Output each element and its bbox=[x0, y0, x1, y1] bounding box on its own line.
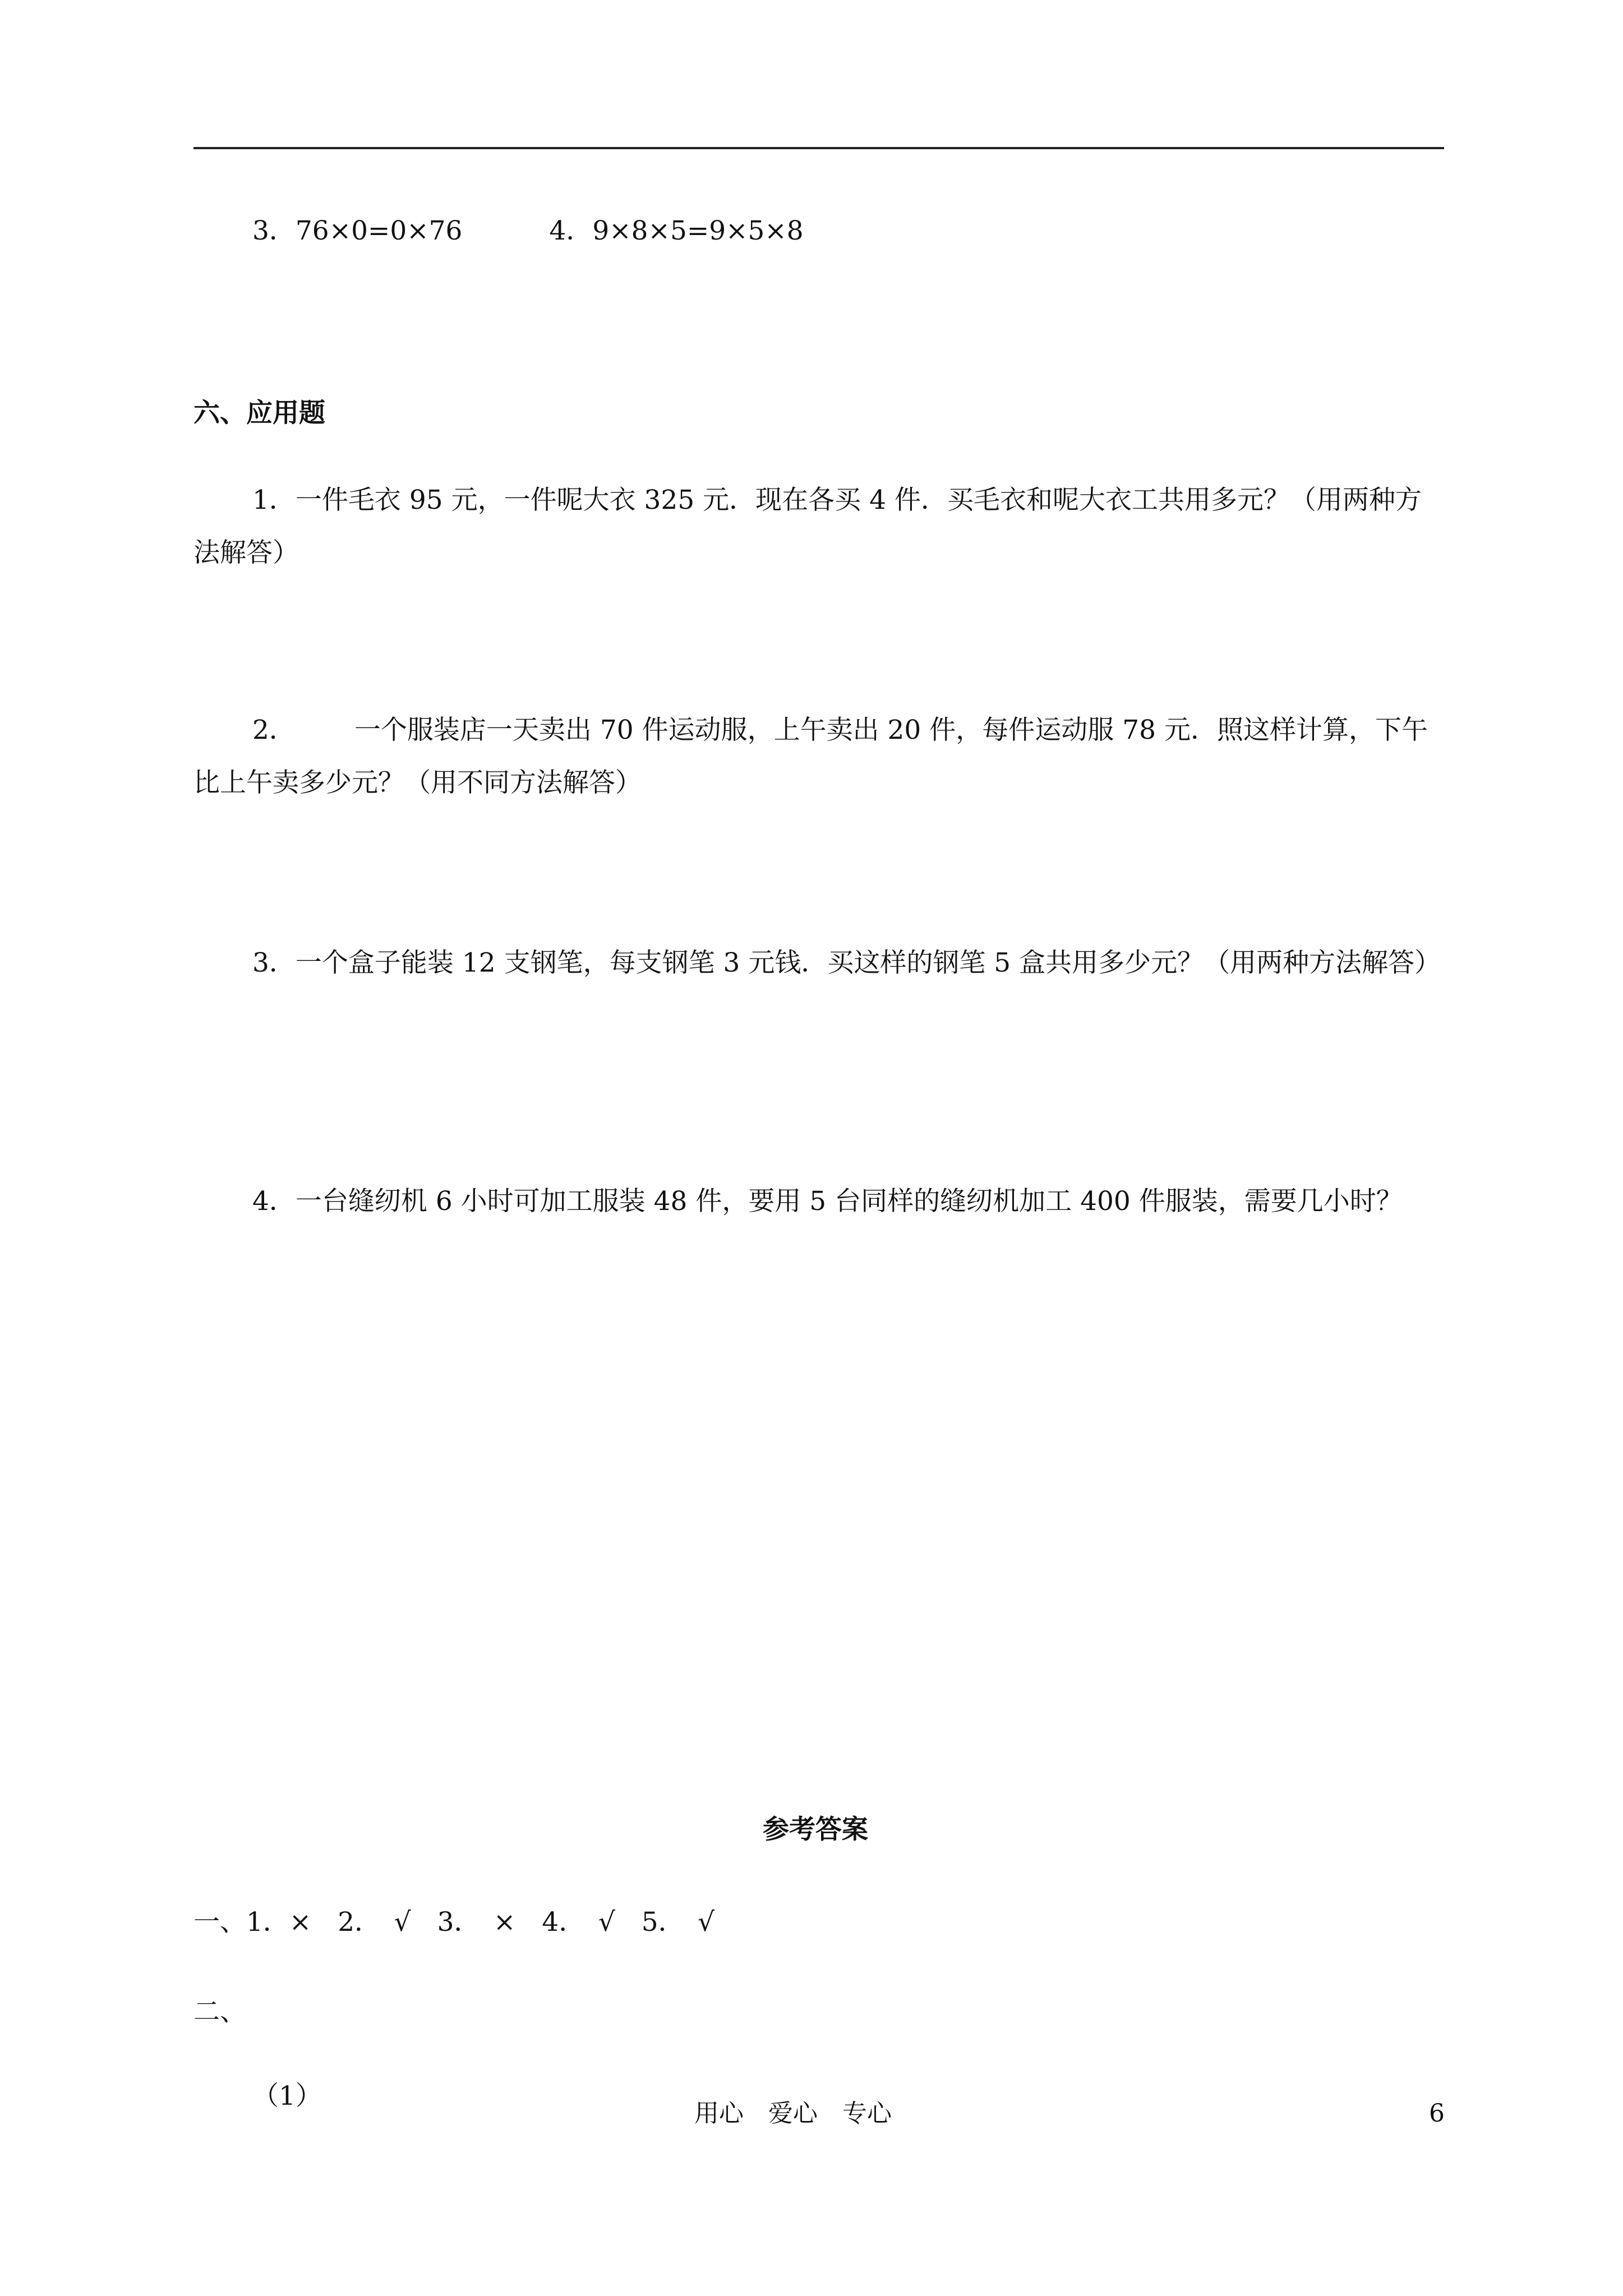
question-1: 1．一件毛衣 95 元，一件呢大衣 325 元．现在各买 4 件．买毛衣和呢大衣工共用多元？（用两种方法解答） bbox=[193, 485, 1422, 568]
question-2 bbox=[193, 704, 1444, 809]
answer-part-two-item-1: （1） bbox=[252, 2081, 322, 2111]
header-rule bbox=[193, 147, 1444, 149]
question-4: 4．一台缝纫机 6 小时可加工服装 48 件，要用 5 台同样的缝纫机加工 400 件服装，需要几小时？ bbox=[252, 1186, 1403, 1217]
question-2-number: 2． bbox=[252, 715, 296, 746]
question-3: 3．一个盒子能装 12 支钢笔，每支钢笔 3 元钱．买这样的钢笔 5 盒共用多少元？（用两种方法解答） bbox=[252, 947, 1441, 978]
section-six-heading: 六、应用题 bbox=[193, 398, 325, 429]
equation-item-3: 3．76×0=0×76 bbox=[252, 215, 463, 246]
page-number: 6 bbox=[1429, 2099, 1445, 2128]
answer-part-two-heading: 二、 bbox=[193, 1996, 246, 2027]
answer-key-title: 参考答案 bbox=[763, 1814, 868, 1845]
question-2-text: 一个服装店一天卖出 70 件运动服，上午卖出 20 件，每件运动服 78 元．照这样计算，下午比上午卖多少元？（用不同方法解答） bbox=[193, 715, 1428, 798]
equation-line bbox=[252, 205, 804, 257]
answer-part-one: 一、1．× 2． √ 3． × 4． √ 5． √ bbox=[193, 1907, 715, 1938]
equation-item-4: 4．9×8×5=9×5×8 bbox=[549, 215, 804, 246]
footer-motto: 用心 爱心 专心 bbox=[694, 2099, 892, 2128]
